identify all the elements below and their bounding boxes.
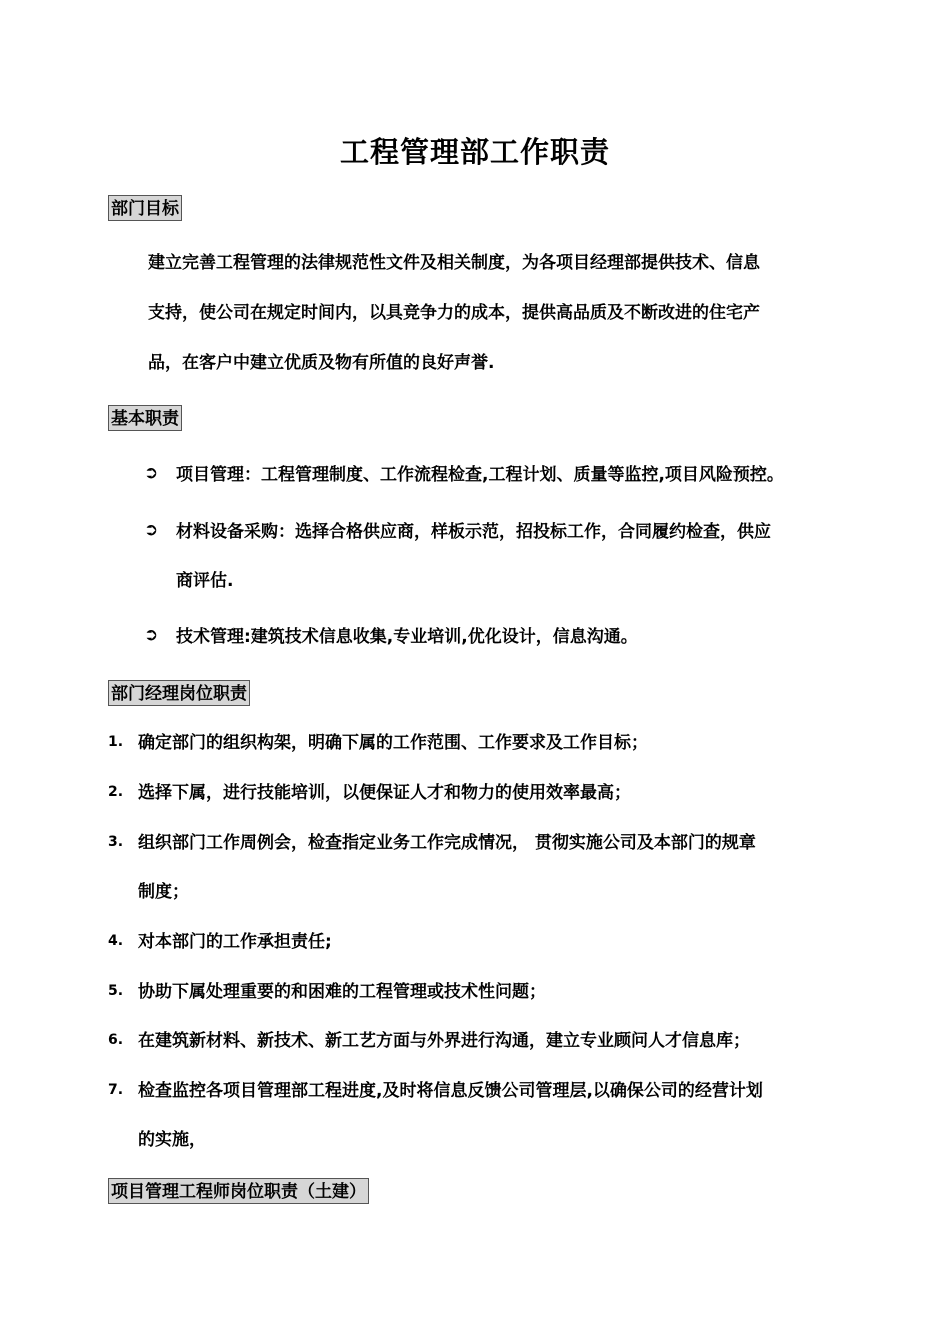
list-number: 5. [108,983,124,999]
manager-item-2-line-1: 选择下属，进行技能培训，以便保证人才和物力的使用效率最高； [138,783,631,803]
duty-item-2-line-2: 商评估. [176,571,234,591]
arrow-right-circle-icon: ➲ [144,463,159,483]
duty-item-1-line-1: 项目管理：工程管理制度、工作流程检查,工程计划、质量等监控,项目风险预控。 [176,465,784,485]
manager-item-4-line-1: 对本部门的工作承担责任; [138,932,332,952]
arrow-right-circle-icon: ➲ [144,625,159,645]
manager-item-1-line-1: 确定部门的组织构架，明确下属的工作范围、工作要求及工作目标； [138,733,648,753]
manager-item-5-line-1: 协助下属处理重要的和困难的工程管理或技术性问题； [138,982,546,1002]
list-number: 4. [108,933,124,949]
goal-text-line-3: 品，在客户中建立优质及物有所值的良好声誉. [148,353,495,373]
list-number: 2. [108,784,124,800]
manager-item-7-line-1: 检查监控各项目管理部工程进度,及时将信息反馈公司管理层,以确保公司的经营计划 [138,1081,763,1101]
arrow-right-circle-icon: ➲ [144,520,159,540]
list-number: 6. [108,1032,124,1048]
goal-text-line-1: 建立完善工程管理的法律规范性文件及相关制度，为各项目经理部提供技术、信息 [148,253,760,273]
list-number: 1. [108,734,124,750]
manager-item-3-line-2: 制度； [138,882,189,902]
list-number: 7. [108,1082,124,1098]
duty-item-3-line-1: 技术管理:建筑技术信息收集,专业培训,优化设计，信息沟通。 [176,627,638,647]
section-heading-manager: 部门经理岗位职责 [108,680,250,706]
manager-item-3-line-1: 组织部门工作周例会，检查指定业务工作完成情况， 贯彻实施公司及本部门的规章 [138,833,756,853]
list-number: 3. [108,834,124,850]
goal-text-line-2: 支持，使公司在规定时间内，以具竞争力的成本，提供高品质及不断改进的住宅产 [148,303,760,323]
section-heading-goal: 部门目标 [108,195,182,221]
manager-item-7-line-2: 的实施， [138,1130,206,1150]
duty-item-2-line-1: 材料设备采购：选择合格供应商，样板示范，招投标工作，合同履约检查，供应 [176,522,771,542]
section-heading-duties: 基本职责 [108,405,182,431]
section-heading-engineer: 项目管理工程师岗位职责（土建） [108,1178,369,1204]
manager-item-6-line-1: 在建筑新材料、新技术、新工艺方面与外界进行沟通，建立专业顾问人才信息库； [138,1031,750,1051]
page-title: 工程管理部工作职责 [339,135,610,169]
